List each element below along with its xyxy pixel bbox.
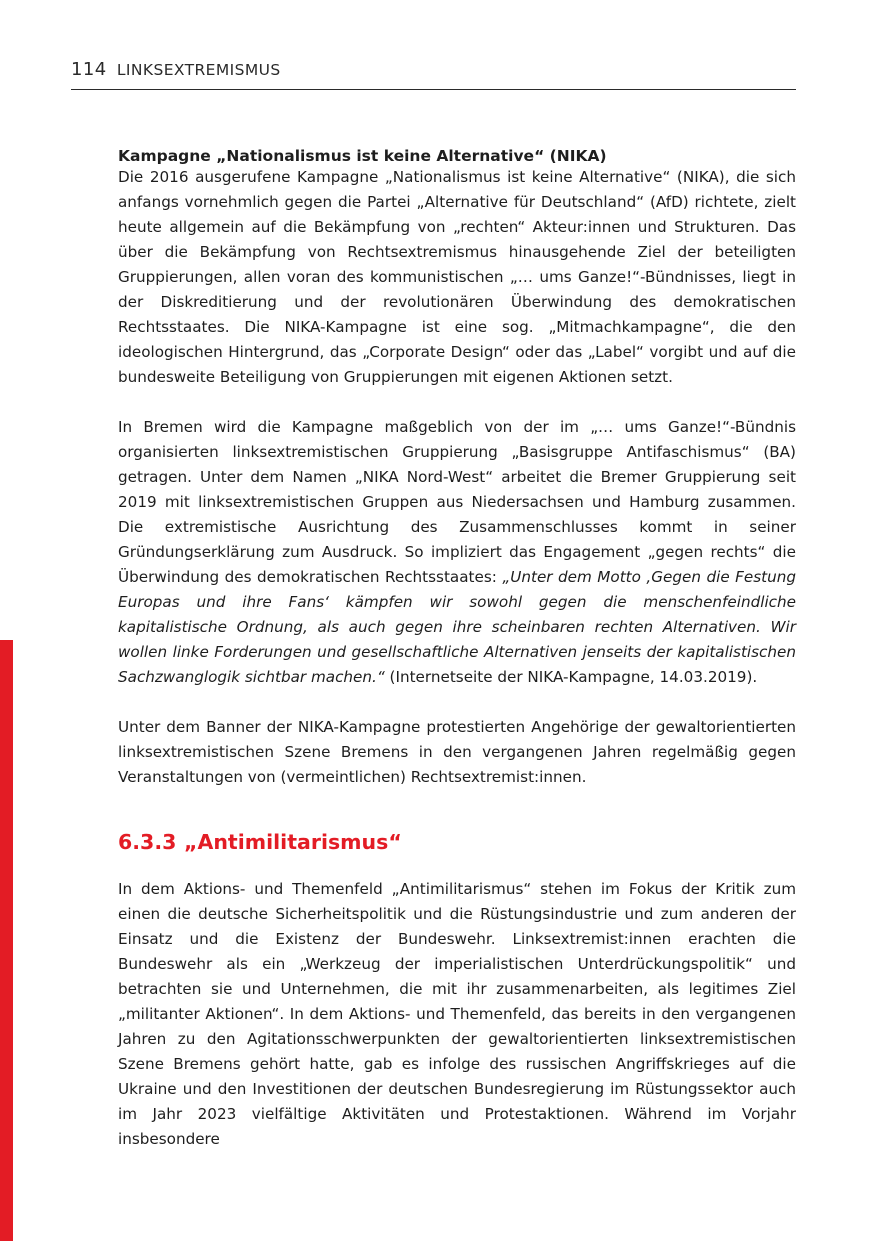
page-number: 114 (71, 59, 107, 80)
nika-paragraph-2-text: In Bremen wird die Kampagne maßgeblich von der im „… ums Ganze!“-Bündnis organisierten linksextremistischen Gruppierung „Basisgruppe Antifaschismus“ (BA) getragen. Unter dem Namen „NIKA Nord-West“ arbeitet die Bremer Gruppierung seit 2019 mit linksextremistischen Gruppen aus Niedersachsen und Hamburg zusammen. Die extremistische Ausrichtung des Zusammenschlusses kommt in seiner Gründungserklärung zum Ausdruck. So impliziert das Engagement „gegen rechts“ die Überwindung des demokratischen Rechtsstaates: (118, 418, 796, 586)
chapter-margin-bar (0, 640, 13, 1241)
nika-quote-source: (Internetseite der NIKA-Kampagne, 14.03.2019). (384, 668, 758, 686)
section-heading (118, 830, 796, 855)
nika-quote: „Unter dem Motto ‚Gegen die Festung Europas und ihre Fans‘ kämpfen wir sowohl gegen die menschenfeindliche kapitalistische Ordnung, als auch gegen ihre scheinbaren rechten Alternativen. Wir wollen linke Forderungen und gesellschaftliche Alternativen jenseits der kapitalistischen Sachzwanglogik sichtbar machen.“ (118, 568, 797, 686)
section-number: 6.3.3 (118, 830, 177, 854)
nika-heading: Kampagne „Nationalismus ist keine Alternative“ (NIKA) (118, 147, 607, 165)
section-title: „Antimilitarismus“ (184, 830, 402, 854)
section-paragraph-1: In dem Aktions- und Themenfeld „Antimilitarismus“ stehen im Fokus der Kritik zum einen die deutsche Sicherheitspolitik und die Rüstungsindustrie und zum anderen der Einsatz und die Existenz der Bundeswehr. Linksextremist:innen erachten die Bundeswehr als ein „Werkzeug der imperialistischen Unterdrückungspolitik“ und betrachten sie und Unternehmen, die mit ihr zusammenarbeiten, als legitimes Ziel „militanter Aktionen“. In dem Aktions- und Themenfeld, das bereits in den vergangenen Jahren zu den Agitationsschwerpunkten der gewaltorientierten linksextremistischen Szene Bremens gehört hatte, gab es infolge des russischen Angriffskrieges auf die Ukraine und den Investitionen der deutschen Bundesregierung im Rüstungssektor auch im Jahr 2023 vielfältige Aktivitäten und Protestaktionen. Während im Vorjahr insbesondere (118, 880, 796, 1148)
running-header (71, 59, 796, 90)
nika-paragraph-3: Unter dem Banner der NIKA-Kampagne protestierten Angehörige der gewaltorientierten linksextremistischen Szene Bremens in den vergangenen Jahren regelmäßig gegen Veranstaltungen von (vermeintlichen) Rechtsextremist:innen. (118, 718, 796, 786)
nika-paragraph-2 (118, 415, 796, 690)
nika-paragraph-1: Die 2016 ausgerufene Kampagne „Nationalismus ist keine Alternative“ (NIKA), die sich anfangs vornehmlich gegen die Partei „Alternative für Deutschland“ (AfD) richtete, zielt heute allgemein auf die Bekämpfung von „rechten“ Akteur:innen und Strukturen. Das über die Bekämpfung von Rechtsextremismus hinausgehende Ziel der beteiligten Gruppierungen, allen voran des kommunistischen „… ums Ganze!“-Bündnisses, liegt in der Diskreditierung und der revolutionären Überwindung des demokratischen Rechtsstaates. Die NIKA-Kampagne ist eine sog. „Mitmachkampagne“, die den ideologischen Hintergrund, das „Corporate Design“ oder das „Label“ vorgibt und auf die bundesweite Beteiligung von Gruppierungen mit eigenen Aktionen setzt. (118, 168, 796, 386)
chapter-title: LINKSEXTREMISMUS (116, 61, 281, 79)
page-content (118, 147, 796, 1152)
